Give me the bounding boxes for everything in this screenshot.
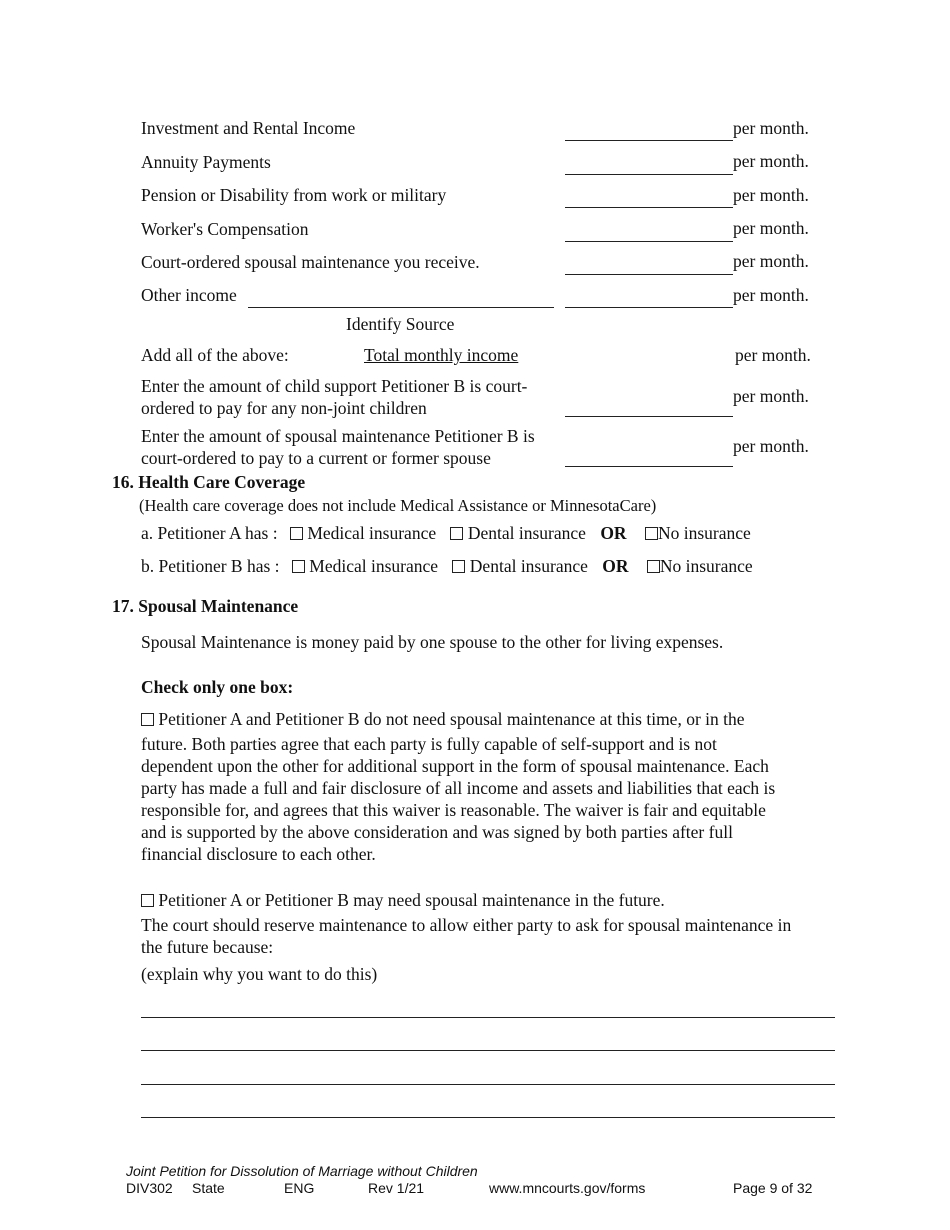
dental-insurance-label: Dental insurance [467,523,586,543]
income-label-spousal-received: Court-ordered spousal maintenance you receive. [141,252,480,272]
reserve-maintenance-line2: the future because: [141,937,274,957]
per-month-label: per month. [733,118,809,138]
income-amount-field-workers-comp[interactable] [565,241,733,242]
petitioner-a-medical-checkbox[interactable] [290,527,303,540]
check-one-instruction: Check only one box: [141,677,294,697]
other-income-source-field[interactable] [248,307,554,308]
reserve-maintenance-line1: The court should reserve maintenance to allow either party to ask for spousal maintenance in [141,915,792,935]
income-label-other: Other income [141,285,237,305]
income-label-investment: Investment and Rental Income [141,118,356,138]
section-17-heading: 17. Spousal Maintenance [112,596,299,616]
explanation-line-2[interactable] [141,1050,835,1051]
petitioner-a-health-row [141,522,751,544]
income-amount-field-other[interactable] [565,307,733,308]
income-label-pension: Pension or Disability from work or military [141,185,447,205]
footer-language: ENG [284,1180,315,1196]
identify-source-caption: Identify Source [346,314,455,334]
spousal-paid-label-line1: Enter the amount of spousal maintenance Petitioner B is [141,426,535,446]
petitioner-a-dental-checkbox[interactable] [450,527,463,540]
per-month-label: per month. [733,251,809,271]
paragraph-line: and is supported by the above consideration and was signed by both parties after full [141,822,733,842]
total-monthly-income-label: Total monthly income [364,345,519,365]
petitioner-a-label: a. Petitioner A has : [141,523,278,543]
per-month-label: per month. [733,185,809,205]
no-maintenance-checkbox[interactable] [141,713,154,726]
spousal-maintenance-intro: Spousal Maintenance is money paid by one spouse to the other for living expenses. [141,632,724,652]
or-label: OR [602,556,629,576]
total-row-label: Add all of the above: [141,345,289,365]
no-maintenance-paragraph [141,733,841,865]
petitioner-b-label: b. Petitioner B has : [141,556,280,576]
income-amount-field-investment[interactable] [565,140,733,141]
child-support-label-line1: Enter the amount of child support Petitioner B is court- [141,376,528,396]
footer-form-code: DIV302 [126,1180,173,1196]
income-label-workers-comp: Worker's Compensation [141,219,309,239]
explanation-line-1[interactable] [141,1017,835,1018]
no-maintenance-first-line: Petitioner A and Petitioner B do not need spousal maintenance at this time, or in the [158,709,745,729]
spousal-paid-label-line2: court-ordered to pay to a current or former spouse [141,448,491,468]
option-reserve-maintenance-row [141,889,665,911]
dental-insurance-label: Dental insurance [469,556,588,576]
reserve-maintenance-checkbox[interactable] [141,894,154,907]
per-month-label: per month. [733,285,809,305]
spousal-paid-amount-field[interactable] [565,466,733,467]
explain-instruction: (explain why you want to do this) [141,964,378,984]
child-support-amount-field[interactable] [565,416,733,417]
medical-insurance-label: Medical insurance [309,556,439,576]
petitioner-b-dental-checkbox[interactable] [452,560,465,573]
income-amount-field-spousal-received[interactable] [565,274,733,275]
no-insurance-label: No insurance [657,523,751,543]
section-16-heading: 16. Health Care Coverage [112,472,306,492]
paragraph-line: responsible for, and agrees that this waiver is reasonable. The waiver is fair and equitable [141,800,766,820]
child-support-label-line2: ordered to pay for any non-joint children [141,398,427,418]
income-label-annuity: Annuity Payments [141,152,271,172]
per-month-label: per month. [733,151,809,171]
per-month-label: per month. [733,386,809,406]
option-no-maintenance-row [141,708,745,730]
income-amount-field-pension[interactable] [565,207,733,208]
petitioner-b-no-insurance-checkbox[interactable] [647,560,660,573]
reserve-maintenance-first-line: Petitioner A or Petitioner B may need spousal maintenance in the future. [158,890,665,910]
footer-scope: State [192,1180,225,1196]
per-month-label: per month. [733,436,809,456]
no-insurance-label: No insurance [659,556,753,576]
footer-form-title: Joint Petition for Dissolution of Marriage without Children [126,1163,478,1179]
paragraph-line: party has made a full and fair disclosure of all income and assets and liabilities that each is [141,778,776,798]
or-label: OR [600,523,627,543]
explanation-line-4[interactable] [141,1117,835,1118]
petitioner-b-medical-checkbox[interactable] [292,560,305,573]
per-month-label: per month. [735,345,811,365]
income-amount-field-annuity[interactable] [565,174,733,175]
health-care-note: (Health care coverage does not include Medical Assistance or MinnesotaCare) [139,496,657,515]
medical-insurance-label: Medical insurance [307,523,437,543]
paragraph-line: dependent upon the other for additional support in the form of spousal maintenance. Each [141,756,769,776]
footer-revision: Rev 1/21 [368,1180,425,1196]
per-month-label: per month. [733,218,809,238]
footer-url[interactable]: www.mncourts.gov/forms [489,1180,646,1196]
paragraph-line: future. Both parties agree that each party is fully capable of self-support and is not [141,734,717,754]
explanation-line-3[interactable] [141,1084,835,1085]
petitioner-a-no-insurance-checkbox[interactable] [645,527,658,540]
petitioner-b-health-row [141,555,753,577]
footer-page-number: Page 9 of 32 [733,1180,813,1196]
paragraph-line: financial disclosure to each other. [141,844,376,864]
